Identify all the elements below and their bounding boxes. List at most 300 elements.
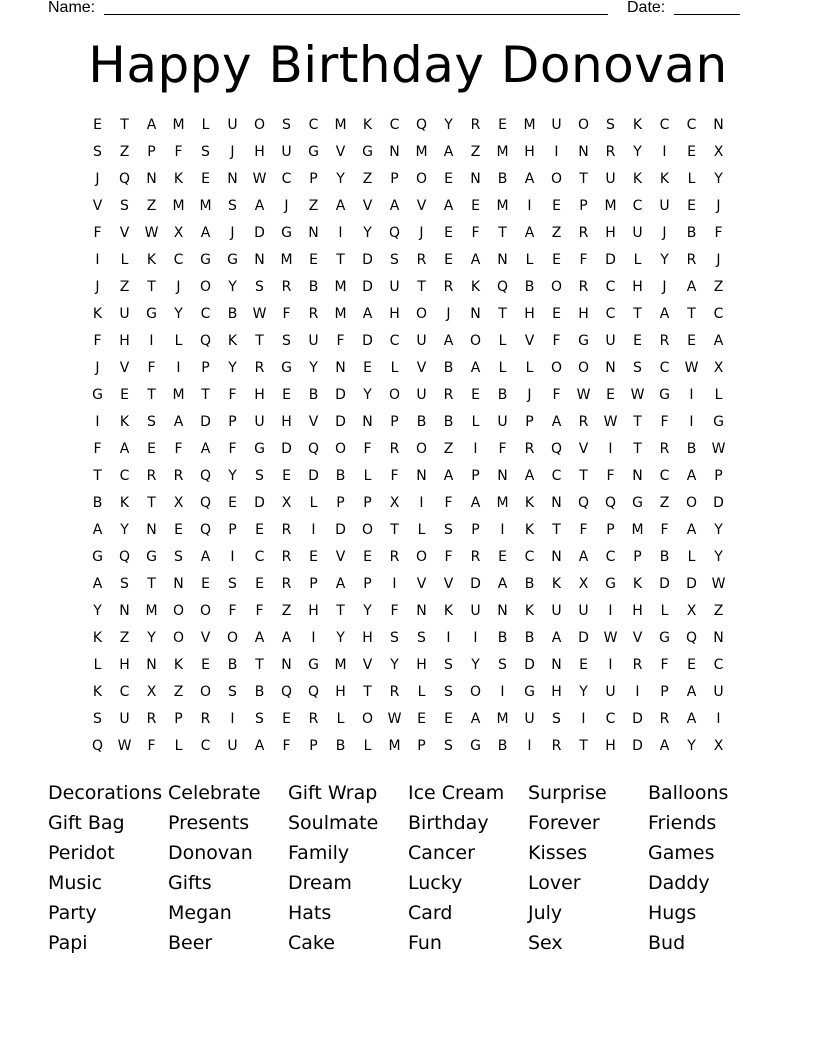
grid-letter: B [416,414,427,430]
grid-letter: L [417,522,426,538]
grid-letter: K [119,414,130,430]
grid-letter: R [254,360,265,376]
grid-letter: Y [93,603,102,619]
grid-letter: T [498,306,507,322]
word-list-item: Papi [48,932,88,954]
grid-letter: B [524,630,535,646]
grid-letter: L [498,360,507,376]
grid-letter: Y [228,360,237,376]
grid-letter: H [119,333,130,349]
grid-letter: M [496,144,509,160]
grid-letter: N [578,144,589,160]
grid-letter: N [632,468,643,484]
grid-letter: P [471,468,480,484]
grid-letter: S [444,657,453,673]
grid-letter: U [659,198,670,214]
grid-letter: T [579,171,588,187]
grid-letter: H [605,225,616,241]
grid-letter: G [146,549,157,565]
grid-letter: Q [280,684,293,700]
grid-letter: R [281,279,292,295]
grid-letter: S [606,117,615,133]
grid-letter: D [281,441,292,457]
grid-letter: N [146,171,157,187]
grid-letter: T [120,117,129,133]
grid-letter: I [176,360,181,376]
grid-letter: N [551,495,562,511]
grid-letter: X [281,495,292,511]
word-list-item: Friends [648,812,717,834]
grid-letter: L [714,387,723,403]
grid-letter: D [713,495,724,511]
grid-letter: V [443,576,454,592]
word-list-item: Donovan [168,842,253,864]
grid-letter: T [687,306,696,322]
grid-letter: K [362,117,373,133]
grid-letter: C [605,306,616,322]
grid-letter: E [687,144,696,160]
grid-letter: J [662,279,667,295]
grid-letter: A [686,711,697,727]
grid-letter: R [578,225,589,241]
grid-letter: I [500,684,505,700]
grid-letter: V [308,414,319,430]
grid-letter: Q [577,495,590,511]
grid-letter: A [146,117,157,133]
grid-letter: W [711,576,726,592]
grid-letter: A [524,171,535,187]
grid-letter: E [120,387,129,403]
grid-letter: X [173,495,184,511]
grid-letter: U [605,333,616,349]
grid-letter: N [497,468,508,484]
grid-letter: O [415,306,428,322]
word-list-item: Celebrate [168,782,261,804]
grid-letter: T [363,684,372,700]
grid-letter: K [119,495,130,511]
grid-letter: T [255,657,264,673]
grid-letter: O [199,684,212,700]
grid-letter: E [363,549,372,565]
grid-letter: F [471,225,480,241]
grid-letter: I [716,711,721,727]
grid-letter: X [146,684,157,700]
grid-letter: K [632,576,643,592]
grid-letter: J [230,225,235,241]
grid-letter: R [659,333,670,349]
grid-letter: V [335,549,346,565]
grid-letter: P [363,495,372,511]
grid-letter: R [578,279,589,295]
grid-letter: L [660,603,669,619]
grid-letter: T [147,576,156,592]
grid-letter: A [173,414,184,430]
grid-letter: T [633,306,642,322]
grid-letter: F [228,603,237,619]
grid-letter: M [496,495,509,511]
grid-letter: T [633,441,642,457]
grid-letter: X [389,495,400,511]
grid-letter: C [686,117,697,133]
grid-letter: E [444,171,453,187]
grid-letter: E [552,198,561,214]
grid-letter: N [146,522,157,538]
grid-letter: V [119,225,130,241]
grid-letter: M [280,252,293,268]
grid-letter: P [660,684,669,700]
grid-letter: O [253,117,266,133]
grid-letter: B [443,414,454,430]
grid-letter: J [95,171,100,187]
grid-letter: I [689,387,694,403]
grid-letter: S [444,684,453,700]
grid-row [84,382,732,409]
grid-letter: R [605,144,616,160]
grid-letter: U [254,414,265,430]
grid-letter: S [228,576,237,592]
grid-letter: B [524,576,535,592]
grid-letter: I [419,495,424,511]
grid-letter: O [685,495,698,511]
grid-letter: N [416,468,427,484]
grid-letter: P [309,738,318,754]
word-list-item: Gift Bag [48,812,125,834]
grid-letter: W [603,414,618,430]
letter-grid [84,112,732,760]
grid-letter: N [497,252,508,268]
grid-letter: A [659,306,670,322]
grid-letter: Q [415,117,428,133]
grid-letter: L [174,738,183,754]
grid-letter: O [226,630,239,646]
grid-letter: Y [471,657,480,673]
grid-letter: E [309,549,318,565]
grid-letter: B [308,387,319,403]
grid-letter: F [498,441,507,457]
grid-letter: A [92,576,103,592]
word-list-item: Fun [408,932,442,954]
grid-letter: F [147,738,156,754]
grid-letter: E [498,117,507,133]
grid-letter: R [308,711,319,727]
grid-letter: U [281,144,292,160]
grid-letter: I [149,333,154,349]
grid-letter: V [632,630,643,646]
grid-letter: E [363,360,372,376]
grid-letter: Z [470,144,481,160]
grid-letter: H [551,684,562,700]
grid-letter: A [659,738,670,754]
word-list-item: Megan [168,902,232,924]
word-list-item: Hats [288,902,332,924]
grid-letter: Y [363,387,372,403]
grid-letter: R [281,522,292,538]
grid-letter: A [713,333,724,349]
grid-row [84,328,732,355]
grid-letter: Y [228,279,237,295]
grid-letter: B [497,630,508,646]
word-list-item: Surprise [528,782,607,804]
grid-letter: R [146,711,157,727]
grid-letter: E [444,252,453,268]
word-list-item: Card [408,902,453,924]
grid-letter: A [470,360,481,376]
word-list-item: Presents [168,812,250,834]
word-list-item: Soulmate [288,812,379,834]
grid-letter: P [390,414,399,430]
grid-letter: L [363,468,372,484]
grid-letter: D [659,576,670,592]
grid-letter: I [527,738,532,754]
grid-letter: P [309,576,318,592]
grid-row [84,166,732,193]
word-list-item: Lucky [408,872,463,894]
grid-letter: G [605,576,616,592]
grid-letter: F [336,333,345,349]
grid-letter: A [551,630,562,646]
grid-letter: H [578,306,589,322]
grid-letter: T [336,252,345,268]
grid-letter: K [524,603,535,619]
grid-letter: K [551,576,562,592]
grid-letter: R [632,657,643,673]
word-list-item: Cake [288,932,335,954]
grid-letter: T [201,387,210,403]
grid-row [84,571,732,598]
grid-letter: A [362,306,373,322]
grid-letter: E [309,252,318,268]
grid-letter: F [606,468,615,484]
grid-letter: B [497,387,508,403]
grid-letter: U [497,414,508,430]
grid-letter: L [525,360,534,376]
grid-letter: G [659,630,670,646]
grid-letter: E [552,306,561,322]
grid-letter: O [199,603,212,619]
grid-letter: S [93,144,102,160]
word-list-item: Decorations [48,782,163,804]
grid-letter: G [578,333,589,349]
grid-letter: F [444,549,453,565]
grid-letter: K [470,279,481,295]
grid-letter: O [469,684,482,700]
grid-letter: N [254,252,265,268]
grid-letter: G [92,549,103,565]
grid-letter: U [632,225,643,241]
grid-letter: M [496,198,509,214]
grid-letter: O [550,279,563,295]
grid-letter: L [120,252,129,268]
grid-letter: M [334,657,347,673]
grid-letter: Y [444,117,453,133]
grid-letter: T [552,522,561,538]
grid-letter: U [416,387,427,403]
grid-letter: W [684,360,699,376]
grid-letter: F [579,522,588,538]
grid-letter: A [200,225,211,241]
grid-letter: I [230,549,235,565]
grid-letter: D [254,225,265,241]
grid-letter: M [388,738,401,754]
grid-letter: T [93,468,102,484]
grid-letter: C [551,468,562,484]
grid-letter: X [713,144,724,160]
date-label: Date: [627,0,666,16]
grid-letter: E [282,711,291,727]
grid-letter: E [93,117,102,133]
grid-letter: N [551,657,562,673]
grid-letter: S [633,360,642,376]
grid-letter: N [119,603,130,619]
grid-letter: F [255,603,264,619]
grid-letter: O [415,549,428,565]
grid-row [84,490,732,517]
grid-row [84,544,732,571]
grid-letter: C [524,549,535,565]
grid-letter: Q [118,549,131,565]
grid-letter: P [579,198,588,214]
grid-letter: N [497,603,508,619]
grid-letter: A [335,576,346,592]
grid-letter: G [146,306,157,322]
grid-letter: Y [687,738,696,754]
grid-letter: E [174,522,183,538]
grid-letter: L [174,333,183,349]
grid-letter: B [227,657,238,673]
grid-letter: B [497,738,508,754]
grid-letter: W [630,387,645,403]
grid-letter: R [281,576,292,592]
grid-letter: A [443,333,454,349]
grid-letter: A [686,684,697,700]
grid-letter: J [527,387,532,403]
grid-letter: S [417,630,426,646]
grid-letter: J [176,279,181,295]
grid-letter: O [172,603,185,619]
grid-letter: F [660,414,669,430]
grid-letter: V [92,198,103,214]
grid-letter: H [524,144,535,160]
grid-letter: T [498,225,507,241]
grid-letter: I [554,144,559,160]
grid-letter: S [120,198,129,214]
grid-letter: U [470,603,481,619]
grid-letter: G [200,252,211,268]
grid-letter: O [469,333,482,349]
grid-letter: T [147,387,156,403]
grid-letter: S [390,630,399,646]
grid-letter: P [201,360,210,376]
grid-row [84,247,732,274]
grid-letter: A [497,576,508,592]
grid-row [84,193,732,220]
grid-letter: H [335,684,346,700]
grid-letter: S [147,414,156,430]
grid-letter: R [578,414,589,430]
grid-letter: K [632,117,643,133]
word-list-item: Gift Wrap [288,782,378,804]
grid-letter: Y [228,468,237,484]
grid-letter: A [470,252,481,268]
grid-letter: E [255,576,264,592]
grid-letter: V [362,198,373,214]
grid-letter: K [632,171,643,187]
grid-letter: A [443,144,454,160]
grid-letter: K [92,684,103,700]
grid-letter: J [662,225,667,241]
grid-letter: N [713,630,724,646]
grid-letter: B [308,279,319,295]
grid-letter: F [93,333,102,349]
grid-letter: S [228,684,237,700]
grid-letter: N [416,603,427,619]
grid-letter: G [713,414,724,430]
grid-letter: U [524,711,535,727]
grid-letter: C [605,279,616,295]
grid-letter: U [605,684,616,700]
grid-letter: K [227,333,238,349]
grid-letter: L [309,495,318,511]
grid-letter: S [120,576,129,592]
grid-letter: Q [199,495,212,511]
word-list-item: Bud [648,932,686,954]
grid-letter: P [525,414,534,430]
grid-letter: E [282,387,291,403]
grid-letter: N [227,171,238,187]
grid-letter: R [389,441,400,457]
grid-letter: E [498,549,507,565]
grid-letter: R [146,468,157,484]
grid-letter: Y [336,630,345,646]
grid-row [84,139,732,166]
grid-letter: D [362,333,373,349]
grid-letter: C [119,468,130,484]
grid-letter: K [173,171,184,187]
grid-letter: T [390,522,399,538]
grid-letter: H [254,387,265,403]
grid-letter: U [551,603,562,619]
grid-letter: G [524,684,535,700]
grid-letter: L [390,360,399,376]
word-list-item: Balloons [648,782,729,804]
grid-letter: S [282,117,291,133]
grid-letter: F [174,144,183,160]
grid-letter: K [443,603,454,619]
grid-letter: Q [604,495,617,511]
grid-letter: N [308,225,319,241]
grid-letter: M [172,387,185,403]
grid-letter: Q [307,684,320,700]
grid-letter: A [686,279,697,295]
grid-letter: O [388,387,401,403]
grid-letter: J [95,360,100,376]
grid-letter: F [228,441,237,457]
grid-letter: P [606,522,615,538]
grid-letter: A [200,549,211,565]
grid-letter: R [659,711,670,727]
grid-letter: Y [120,522,129,538]
grid-letter: X [578,576,589,592]
grid-letter: U [227,117,238,133]
grid-letter: S [255,711,264,727]
grid-letter: R [200,711,211,727]
grid-letter: D [254,495,265,511]
grid-letter: L [336,711,345,727]
grid-letter: R [686,252,697,268]
grid-letter: A [92,522,103,538]
grid-letter: V [416,360,427,376]
grid-letter: X [173,225,184,241]
